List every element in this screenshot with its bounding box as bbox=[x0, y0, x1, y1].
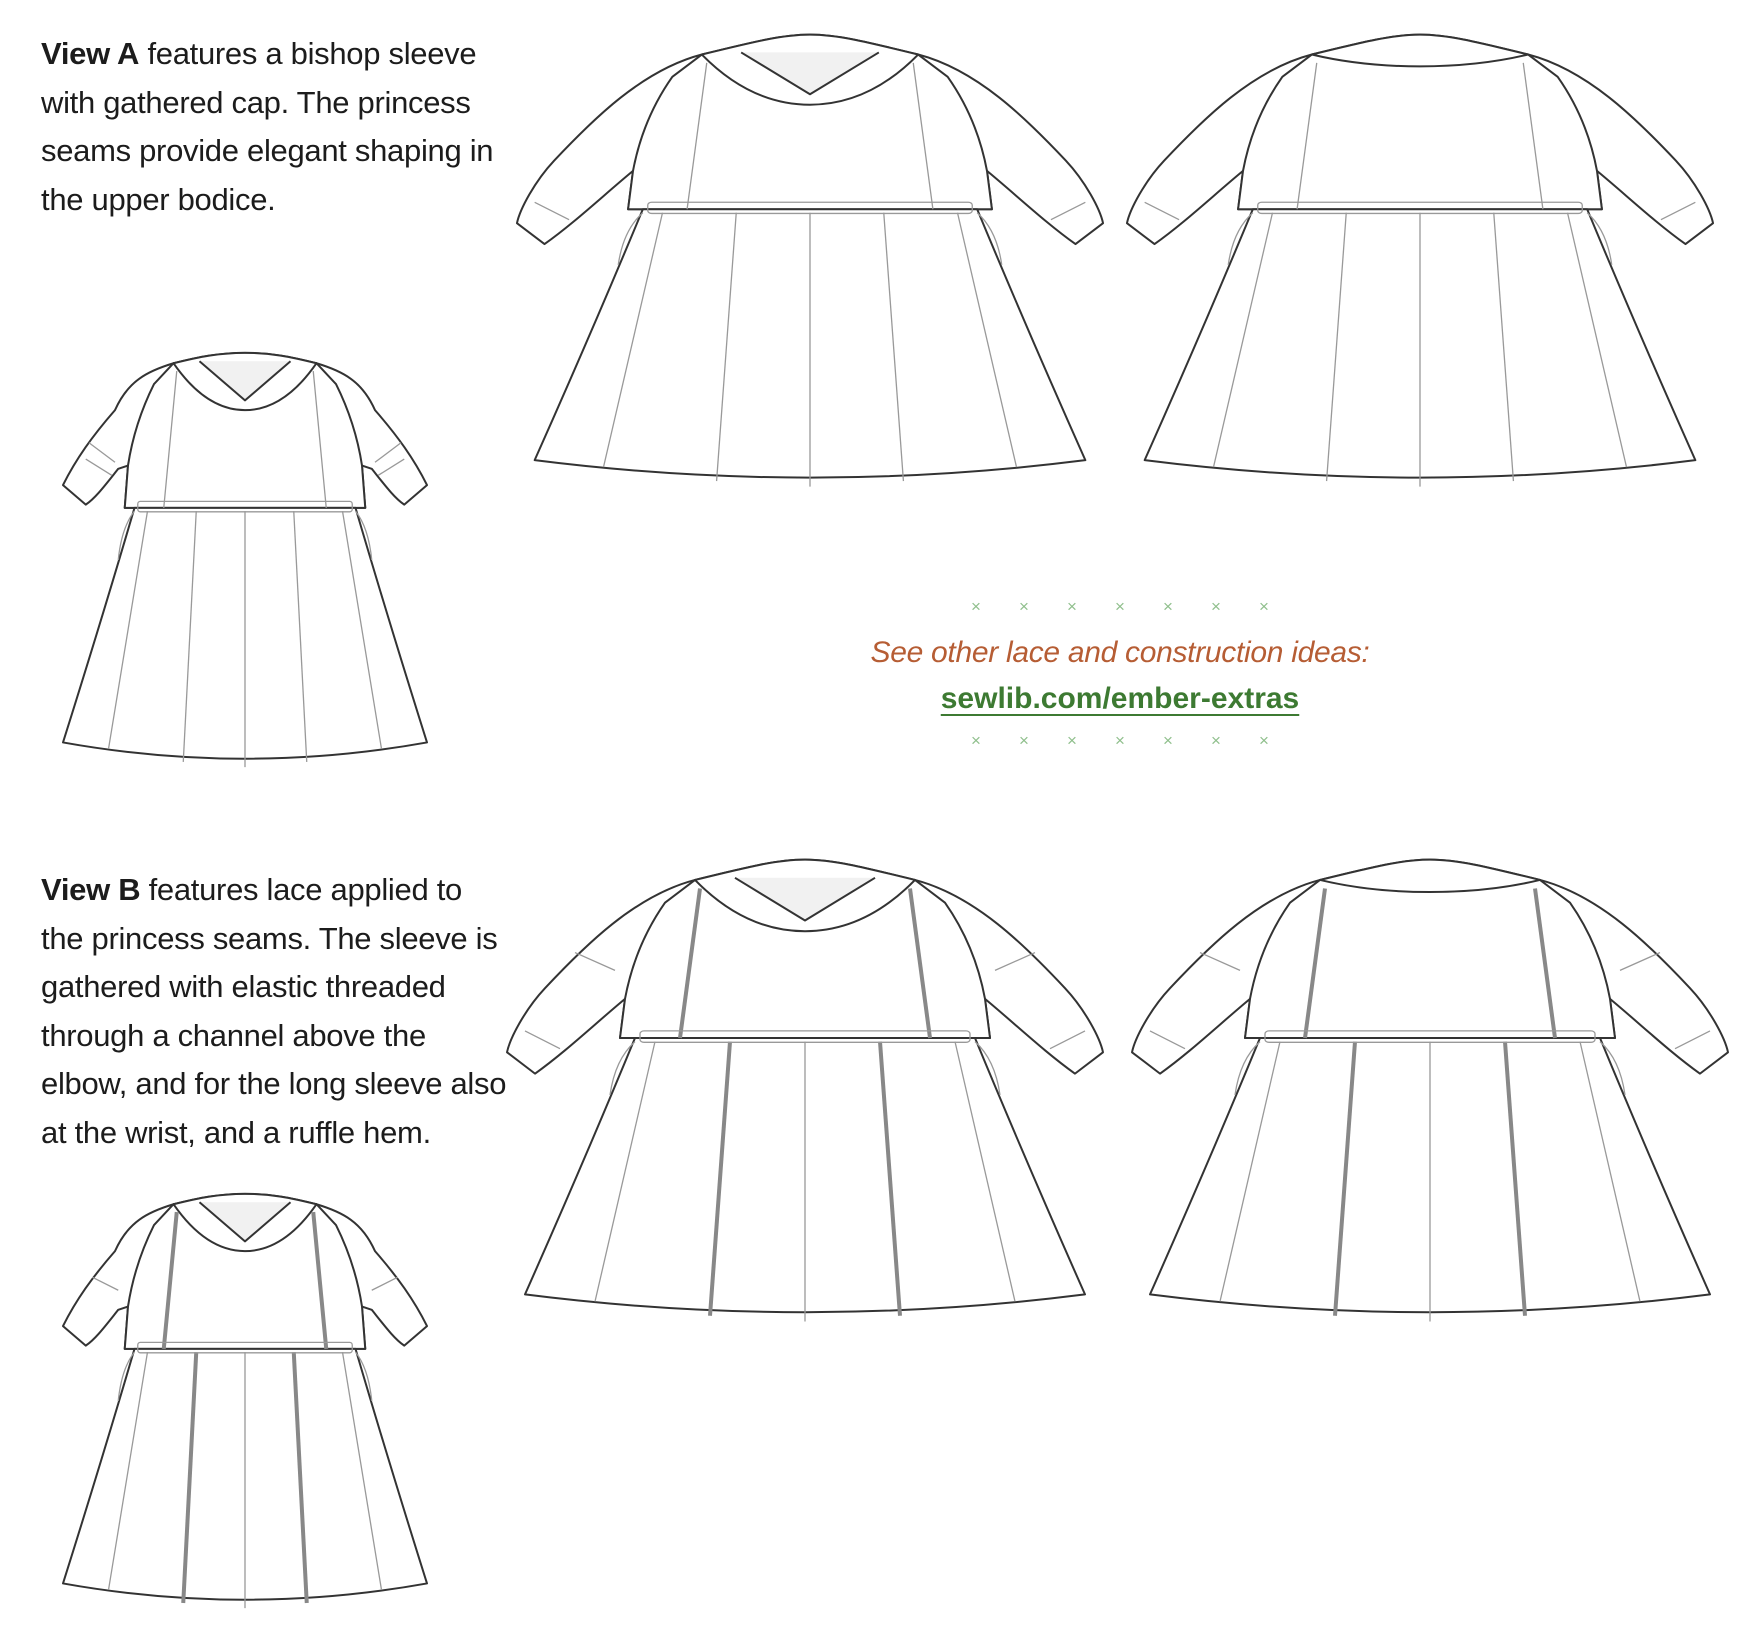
stitch-icon: × bbox=[1259, 597, 1269, 616]
stitch-icon: × bbox=[1259, 731, 1269, 750]
dress-flat-icon bbox=[515, 35, 1105, 495]
stitch-icon: × bbox=[1163, 731, 1173, 750]
stitch-icon: × bbox=[1067, 731, 1077, 750]
stitch-icon: × bbox=[1115, 597, 1125, 616]
dress-flat-icon bbox=[505, 860, 1105, 1330]
extras-promo bbox=[860, 596, 1380, 752]
stitch-icon: × bbox=[1163, 597, 1173, 616]
stitch-divider-bottom bbox=[860, 730, 1380, 752]
view-b-text: features lace applied to the princess seams. The sleeve is gathered with elastic threaded through a channel above the elbow, and for the long sleeve also at the wrist, and a ruffle hem. bbox=[41, 872, 507, 1150]
dress-flat-icon bbox=[50, 1186, 440, 1616]
view-a-title: View A bbox=[41, 36, 140, 71]
view-b-long-sleeve-back-drawing bbox=[1130, 860, 1730, 1330]
stitch-icon: × bbox=[1067, 597, 1077, 616]
stitch-icon: × bbox=[1211, 731, 1221, 750]
dress-flat-icon bbox=[1125, 35, 1715, 495]
view-a-description bbox=[41, 30, 511, 224]
view-b-description bbox=[41, 866, 511, 1157]
stitch-icon: × bbox=[971, 597, 981, 616]
view-a-long-sleeve-front-drawing bbox=[515, 35, 1105, 495]
dress-flat-icon bbox=[1130, 860, 1730, 1330]
stitch-icon: × bbox=[1019, 597, 1029, 616]
stitch-divider-top bbox=[860, 596, 1380, 618]
view-a-text: features a bishop sleeve with gathered cap. The princess seams provide elegant shaping in the upper bodice. bbox=[41, 36, 494, 217]
view-b-title: View B bbox=[41, 872, 141, 907]
ember-extras-link[interactable]: sewlib.com/ember-extras bbox=[940, 682, 1300, 715]
view-a-short-sleeve-front-drawing bbox=[50, 345, 440, 775]
dress-flat-icon bbox=[50, 345, 440, 775]
view-b-long-sleeve-front-drawing bbox=[505, 860, 1105, 1330]
stitch-icon: × bbox=[1211, 597, 1221, 616]
stitch-icon: × bbox=[971, 731, 981, 750]
view-a-long-sleeve-back-drawing bbox=[1125, 35, 1715, 495]
view-b-short-sleeve-front-drawing bbox=[50, 1186, 440, 1616]
stitch-icon: × bbox=[1019, 731, 1029, 750]
promo-text: See other lace and construction ideas: bbox=[870, 636, 1370, 669]
stitch-icon: × bbox=[1115, 731, 1125, 750]
